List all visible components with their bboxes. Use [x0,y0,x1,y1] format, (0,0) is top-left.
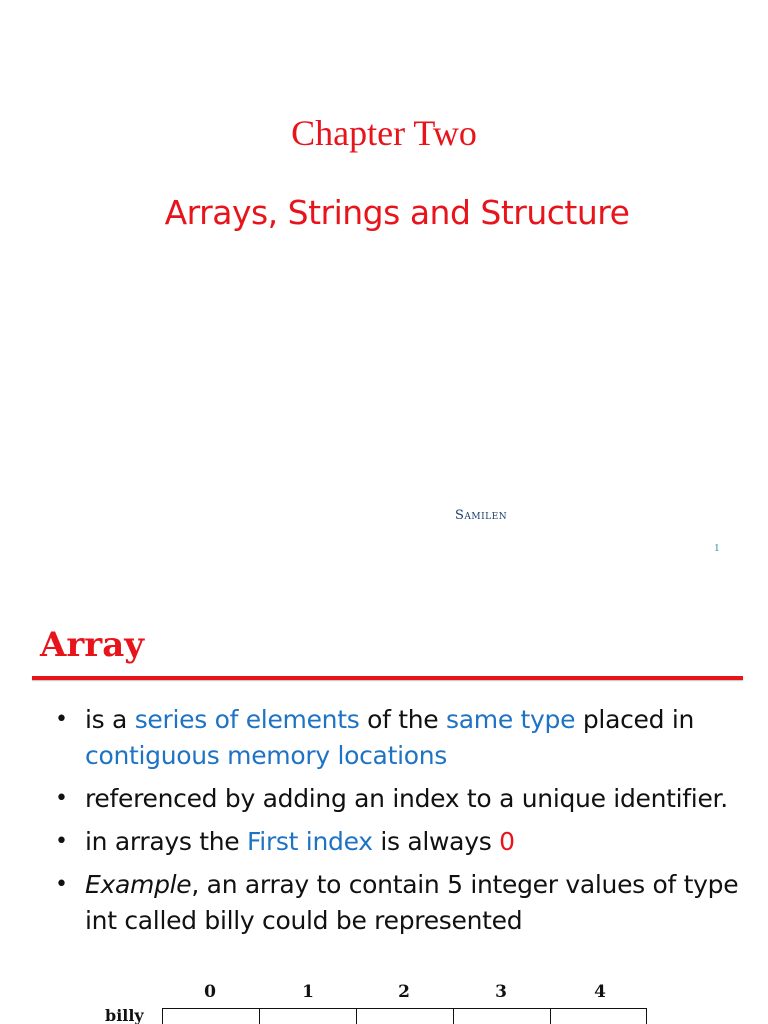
chapter-heading: Chapter Two [291,113,477,153]
bullet-icon: • [55,829,68,854]
bullet-item [55,867,745,939]
highlight-text: same type [446,705,576,734]
array-cell [259,1008,356,1024]
array-cell [550,1008,647,1024]
array-index-label: 1 [302,982,314,1002]
bullet-icon: • [55,707,68,732]
bullet-list [55,702,745,946]
bullet-icon: • [55,786,68,811]
array-cell [162,1008,259,1024]
array-slide [0,596,768,1024]
highlight-text: First index [247,827,373,856]
bullet-text: referenced by adding an index to a unique identifier. [85,784,728,813]
bullet-icon: • [55,872,68,897]
array-name-label: billy [105,1006,144,1024]
bullet-text: placed in [575,705,695,734]
emphasis-text: Example [85,870,192,899]
array-index-label: 2 [398,982,410,1002]
bullet-text: in arrays the [85,827,248,856]
bullet-text: of the [359,705,447,734]
author-name: Samilen [455,508,508,523]
array-cell [356,1008,453,1024]
bullet-item [55,824,745,860]
bullet-text: is a [85,705,135,734]
bullet-text: , an array to contain 5 integer values of type int called billy could be represented [85,870,739,935]
array-index-label: 0 [204,982,216,1002]
slide-title: Array [40,625,144,665]
array-index-label: 4 [594,982,606,1002]
array-index-label: 3 [495,982,507,1002]
highlight-text: 0 [499,827,515,856]
slide-number: 1 [714,542,720,554]
highlight-text: series of elements [134,705,360,734]
bullet-item [55,781,745,817]
title-underline [32,676,743,680]
highlight-text: contiguous memory locations [85,741,447,770]
array-cells [162,1008,647,1024]
bullet-text: is always [372,827,500,856]
array-diagram [100,982,660,1024]
slide-separator [0,576,768,596]
array-cell [453,1008,550,1024]
chapter-subtitle: Arrays, Strings and Structure [164,193,630,232]
bullet-item [55,702,745,774]
